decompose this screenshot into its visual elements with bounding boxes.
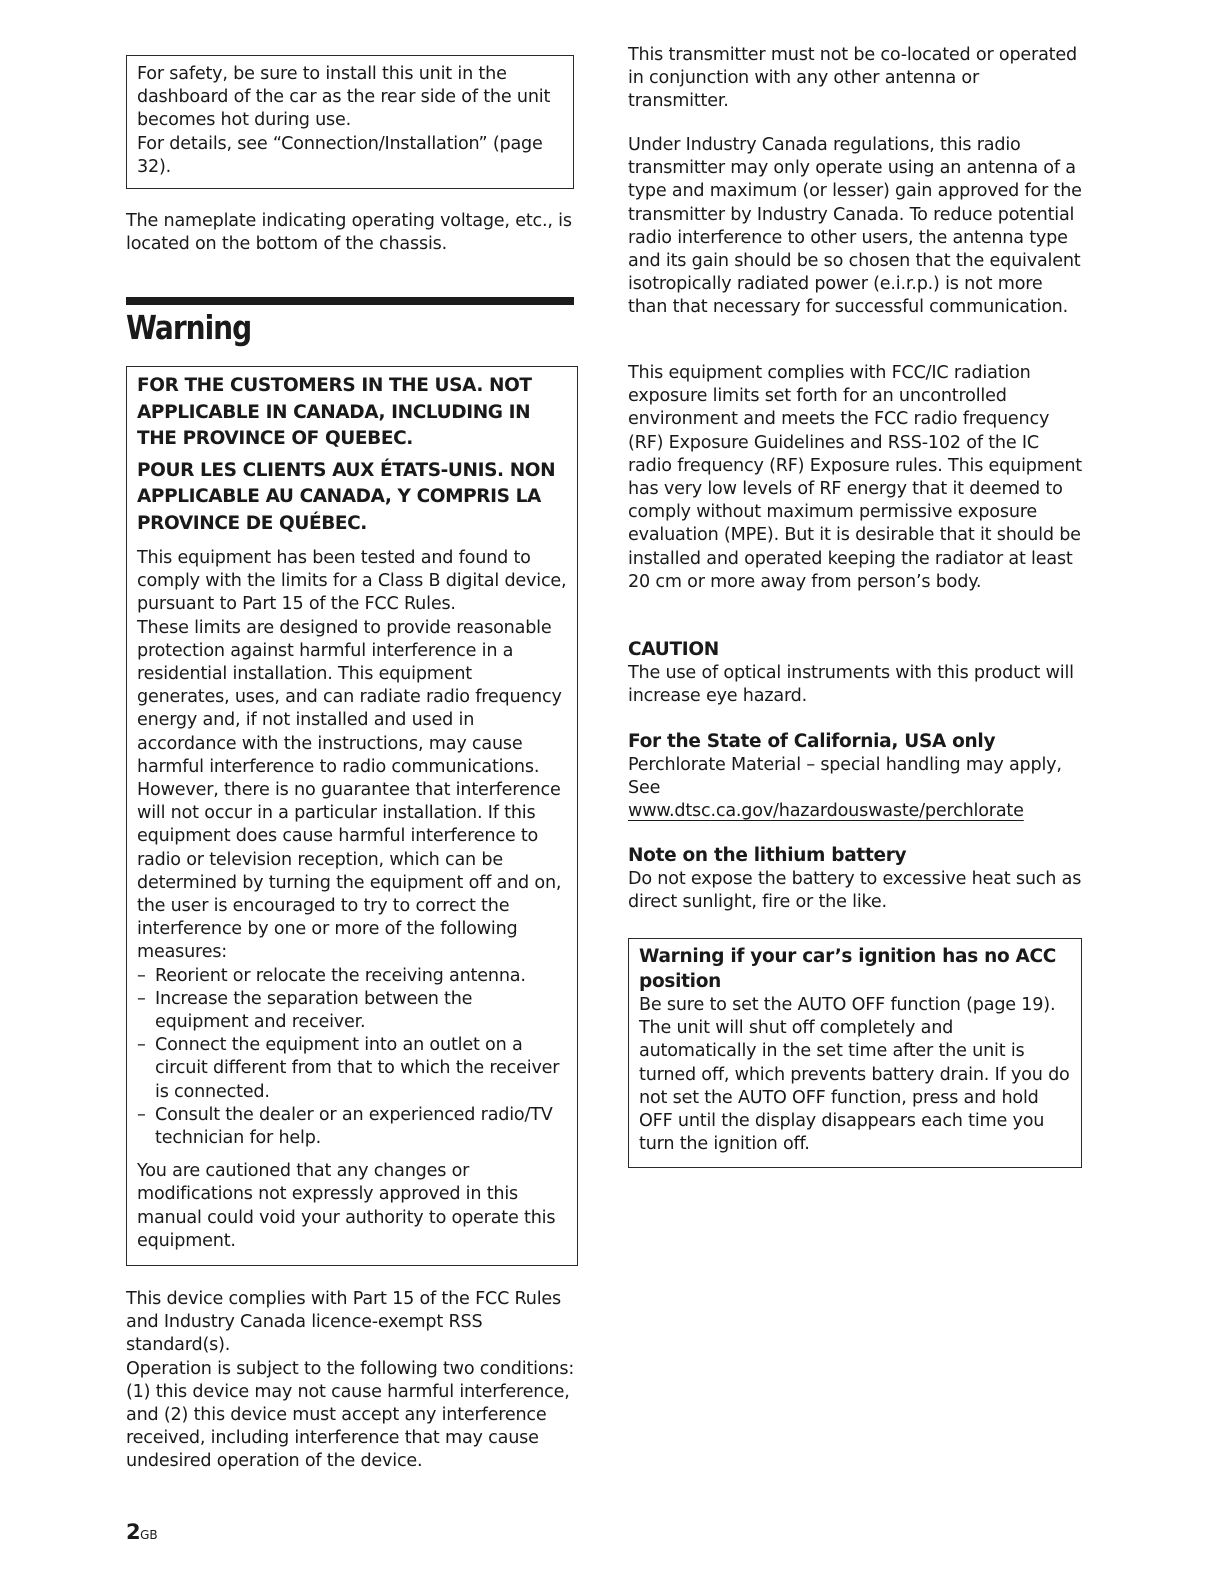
nameplate-note: The nameplate indicating operating voltage, etc., is located on the bottom of the chassis. <box>126 211 572 255</box>
safety-notice-details: For details, see “Connection/Installation” (page 32). <box>137 133 543 177</box>
list-item: – Increase the separation between the equipment and receiver. <box>137 988 473 1033</box>
radiation-block <box>628 362 1084 594</box>
california-text: Perchlorate Material – special handling may apply, See <box>628 755 1062 799</box>
caution-heading: CAUTION <box>628 639 719 660</box>
colocation-block <box>628 44 1084 114</box>
list-item: – Connect the equipment into an outlet on a circuit different from that to which the receiver is connected. <box>137 1035 560 1102</box>
fcc-heading-french: POUR LES CLIENTS AUX ÉTATS-UNIS. NON APPLICABLE AU CANADA, Y COMPRIS LA PROVINCE DE QUÉBEC. <box>137 459 556 534</box>
list-item: – Reorient or relocate the receiving antenna. <box>137 965 526 986</box>
list-item: – Consult the dealer or an experienced radio/TV technician for help. <box>137 1104 553 1149</box>
safety-notice-text: For safety, be sure to install this unit in the dashboard of the car as the rear side of the unit becomes hot during use. <box>137 64 551 131</box>
compliance-section <box>126 1288 578 1474</box>
section-rule <box>126 297 574 305</box>
colocation-paragraph: This transmitter must not be co-located or operated in conjunction with any other antenna or transmitter. <box>628 45 1077 112</box>
lithium-block <box>628 843 1084 914</box>
fcc-notice-box <box>126 366 578 1266</box>
fcc-paragraph-tested: This equipment has been tested and found to comply with the limits for a Class B digital device, pursuant to Part 15 of the FCC Rules. <box>137 548 567 615</box>
industry-canada-paragraph: Under Industry Canada regulations, this radio transmitter may only operate using an antenna of a type and maximum (or lesser) gain approved for the transmitter by Industry Canada. To reduce potential radio interference to other users, the antenna type and its gain should be so chosen that the equivalent isotropically radiated power (e.i.r.p.) is not more than that necessary for successful communication. <box>628 135 1082 318</box>
compliance-paragraph: This device complies with Part 15 of the FCC Rules and Industry Canada licence-exempt RSS standard(s). <box>126 1289 562 1356</box>
fcc-paragraph-cautioned: You are cautioned that any changes or modifications not expressly approved in this manual could void your authority to operate this equipment. <box>137 1161 556 1251</box>
radiation-paragraph: This equipment complies with FCC/IC radiation exposure limits set forth for an uncontrolled environment and meets the FCC radio frequency (RF) Exposure Guidelines and RSS-102 of the IC radio frequency (RF) Exposure rules. This equipment has very low levels of RF energy that it deemed to comply without maximum permissive exposure evaluation (MPE). But it is desirable that it should be installed and operated keeping the radiator at least 20 cm or more away from person’s body. <box>628 363 1082 592</box>
operation-conditions-paragraph: Operation is subject to the following two conditions: (1) this device may not cause harmful interference, and (2) this device must accept any interference received, including interference that may cause undesired operation of the device. <box>126 1358 575 1472</box>
caution-block <box>628 637 1084 708</box>
industry-canada-block <box>628 134 1084 320</box>
fcc-heading-english: FOR THE CUSTOMERS IN THE USA. NOT APPLICABLE IN CANADA, INCLUDING IN THE PROVINCE OF QUEBEC. <box>137 375 532 449</box>
california-heading: For the State of California, USA only <box>628 731 996 752</box>
california-block <box>628 729 1084 824</box>
lithium-heading: Note on the lithium battery <box>628 845 907 866</box>
lithium-text: Do not expose the battery to excessive heat such as direct sunlight, fire or the like. <box>628 869 1082 913</box>
fcc-paragraph-limits: These limits are designed to provide reasonable protection against harmful interference in a residential installation. This equipment generates, uses, and can radiate radio frequency energy and, if not installed and used in accordance with the instructions, may cause harmful interference to radio communications. However, there is no guarantee that interference will not occur in a particular installation. If this equipment does cause harmful interference to radio or television reception, which can be determined by turning the equipment off and on, the user is encouraged to try to correct the interference by one or more of the following measures: <box>137 617 562 963</box>
acc-warning-heading: Warning if your car’s ignition has no ACC position <box>639 946 1057 992</box>
perchlorate-link[interactable]: www.dtsc.ca.gov/hazardouswaste/perchlorate <box>628 801 1024 822</box>
page-number: 2GB <box>126 1520 158 1544</box>
safety-notice-box <box>126 55 574 189</box>
acc-warning-text: Be sure to set the AUTO OFF function (page 19). The unit will shut off completely and automatically in the set time after the unit is turned off, which prevents battery drain. If you do not set the AUTO OFF function, press and hold OFF until the display disappears each time you turn the ignition off. <box>639 995 1070 1155</box>
acc-warning-box <box>628 938 1082 1168</box>
warning-heading: Warning <box>126 308 252 347</box>
caution-text: The use of optical instruments with this product will increase eye hazard. <box>628 663 1074 707</box>
measures-list <box>137 965 567 1151</box>
